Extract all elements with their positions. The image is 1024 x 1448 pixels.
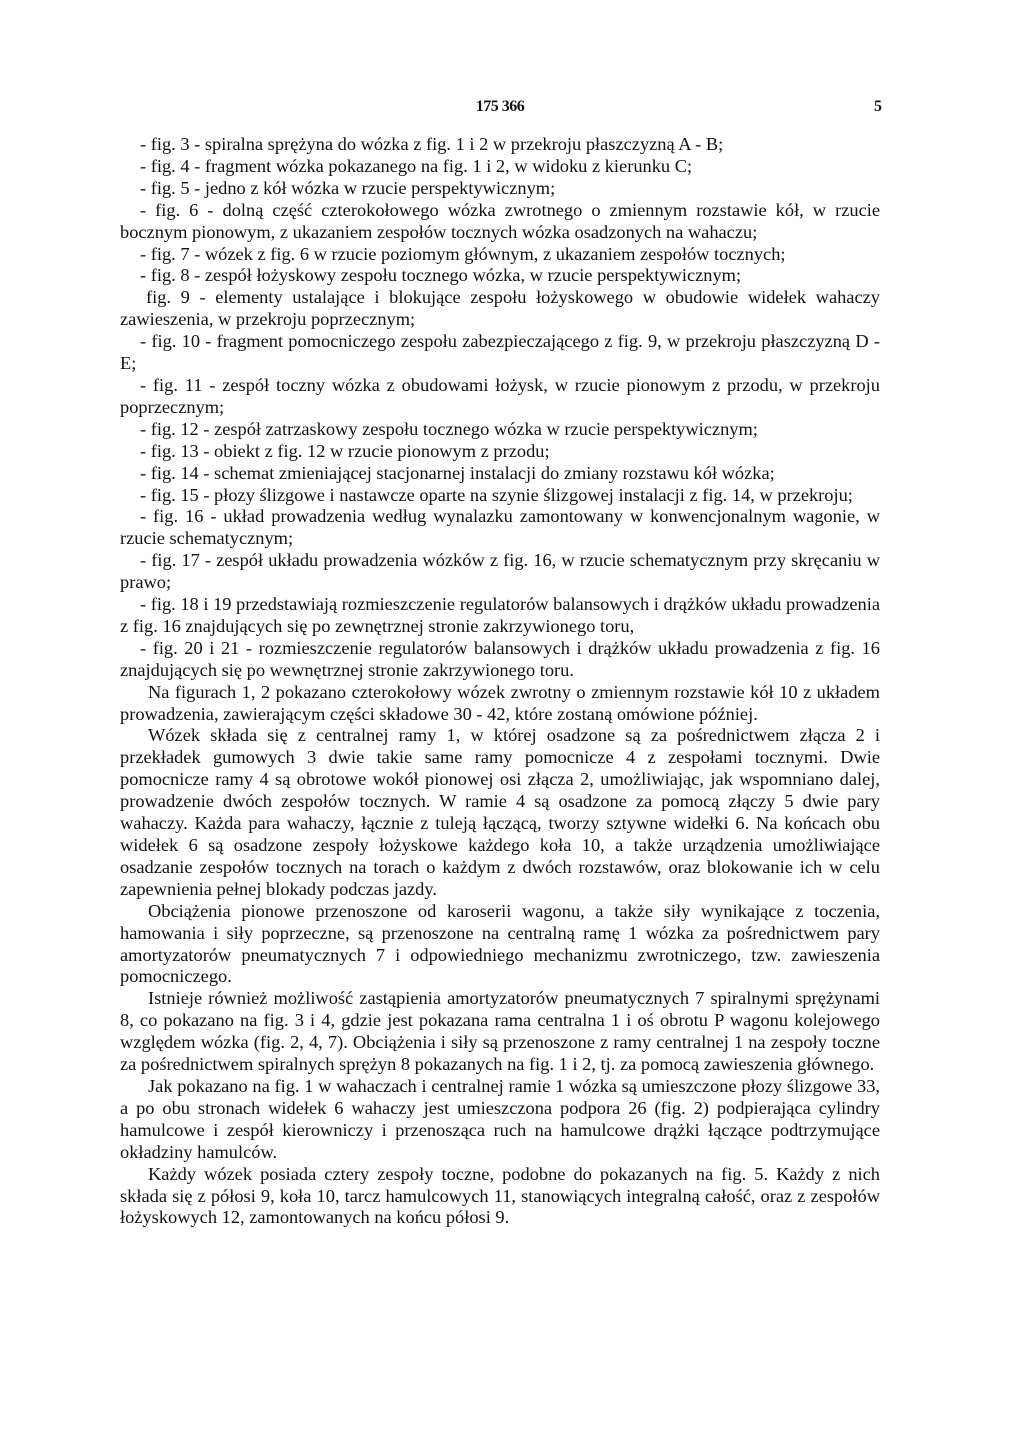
figure-description: - fig. 3 - spiralna sprężyna do wózka z fig. 1 i 2 w przekroju płaszczyzną A - B; — [140, 134, 724, 154]
page-number: 5 — [874, 98, 882, 115]
body-paragraph: Każdy wózek posiada cztery zespoły toczne, podobne do pokazanych na fig. 5. Każdy z nich składa się z półosi 9, koła 10, tarcz hamulcowych 11, stanowiących integralną całość, oraz z zespołów łożyskowych 12, zamontowanych na końcu półosi 9. — [120, 1163, 880, 1228]
figure-description: - fig. 16 - układ prowadzenia według wynalazku zamontowany w konwencjonalnym wagonie, w rzucie schematycznym; — [120, 506, 880, 549]
body-text — [120, 134, 880, 1229]
body-paragraph: Istnieje również możliwość zastąpienia amortyzatorów pneumatycznych 7 spiralnymi sprężynami 8, co pokazano na fig. 3 i 4, gdzie jest pokazana rama centralna 1 i oś obrotu P wagonu kolejowego względem wózka (fig. 2, 4, 7). Obciążenia i siły są przenoszone z ramy centralnej 1 na zespoły toczne za pośrednictwem spiralnych sprężyn 8 pokazanych na fig. 1 i 2, tj. za pomocą zawieszenia głównego. — [120, 988, 880, 1075]
patent-number: 175 366 — [475, 98, 525, 115]
figure-description: - fig. 17 - zespół układu prowadzenia wózków z fig. 16, w rzucie schematycznym przy skręcaniu w prawo; — [120, 550, 880, 593]
figure-description: - fig. 11 - zespół toczny wózka z obudowami łożysk, w rzucie pionowym z przodu, w przekroju poprzecznym; — [120, 374, 880, 417]
figure-description: - fig. 5 - jedno z kół wózka w rzucie perspektywicznym; — [140, 177, 556, 198]
figure-description: - fig. 10 - fragment pomocniczego zespołu zabezpieczającego z fig. 9, w przekroju płaszczyzną D - E; — [120, 331, 880, 374]
body-paragraph: Jak pokazano na fig. 1 w wahaczach i centralnej ramie 1 wózka są umieszczone płozy ślizgowe 33, a po obu stronach widełek 6 wahaczy jest umieszczona podpora 26 (fig. 2) podpierająca cylindry hamulcowe i zespół kierowniczy i przenosząca ruch na hamulcowe drążki łączące podtrzymujące okładziny hamulców. — [120, 1075, 880, 1162]
figure-description: - fig. 4 - fragment wózka pokazanego na fig. 1 i 2, w widoku z kierunku C; — [140, 155, 693, 176]
figure-description: - fig. 6 - dolną część czterokołowego wózka zwrotnego o zmiennym rozstawie kół, w rzucie bocznym pionowym, z ukazaniem zespołów tocznych wózka osadzonych na wahaczu; — [120, 199, 880, 242]
body-paragraph: Obciążenia pionowe przenoszone od karoserii wagonu, a także siły wynikające z toczenia, hamowania i siły poprzeczne, są przenoszone na centralną ramę 1 wózka za pośrednictwem pary amortyzatorów pneumatycznych 7 i odpowiedniego mechanizmu zwrotniczego, tzw. zawieszenia pomocniczego. — [120, 900, 880, 987]
figure-description: - fig. 13 - obiekt z fig. 12 w rzucie pionowym z przodu; — [140, 440, 550, 461]
body-paragraph: Na figurach 1, 2 pokazano czterokołowy wózek zwrotny o zmiennym rozstawie kół 10 z układem prowadzenia, zawierającym części składowe 30 - 42, które zostaną omówione później. — [120, 681, 880, 724]
figure-description: - fig. 14 - schemat zmieniającej stacjonarnej instalacji do zmiany rozstawu kół wózka; — [140, 462, 775, 483]
figure-description: - fig. 15 - płozy ślizgowe i nastawcze oparte na szynie ślizgowej instalacji z fig. 14, w przekroju; — [140, 484, 853, 505]
figure-description: - fig. 20 i 21 - rozmieszczenie regulatorów balansowych i drążków układu prowadzenia z fig. 16 znajdujących się po wewnętrznej stronie zakrzywionego toru. — [120, 637, 880, 680]
figure-description: - fig. 8 - zespół łożyskowy zespołu tocznego wózka, w rzucie perspektywicznym; — [140, 265, 742, 286]
body-paragraph: Wózek składa się z centralnej ramy 1, w której osadzone są za pośrednictwem złącza 2 i przekładek gumowych 3 dwie takie same ramy pomocnicze 4 z zespołami tocznymi. Dwie pomocnicze ramy 4 są obrotowe wokół pionowej osi złącza 2, umożliwiając, jak wspomniano dalej, prowadzenie dwóch zespołów tocznych. W ramie 4 są osadzone za pomocą złączy 5 dwie pary wahaczy. Każda para wahaczy, łącznie z tuleją łączącą, tworzy sztywne widełki 6. Na końcach obu widełek 6 są osadzone zespoły łożyskowe każdego koła 10, a także urządzenia umożliwiające osadzanie zespołów tocznych na torach o każdym z dwóch rozstawów, oraz blokowanie ich w celu zapewnienia pełnej blokady podczas jazdy. — [120, 725, 880, 899]
figure-description: - fig. 7 - wózek z fig. 6 w rzucie poziomym głównym, z ukazaniem zespołów tocznych; — [140, 243, 786, 264]
document-page — [120, 96, 880, 1229]
page-header — [120, 96, 880, 120]
figure-description: - fig. 18 i 19 przedstawiają rozmieszczenie regulatorów balansowych i drążków układu prowadzenia z fig. 16 znajdujących się po zewnętrznej stronie zakrzywionego toru, — [120, 594, 880, 636]
figure-description: - fig. 12 - zespół zatrzaskowy zespołu tocznego wózka w rzucie perspektywicznym; — [140, 418, 758, 439]
figure-description: fig. 9 - elementy ustalające i blokujące zespołu łożyskowego w obudowie widełek wahaczy zawieszenia, w przekroju poprzecznym; — [120, 287, 880, 330]
